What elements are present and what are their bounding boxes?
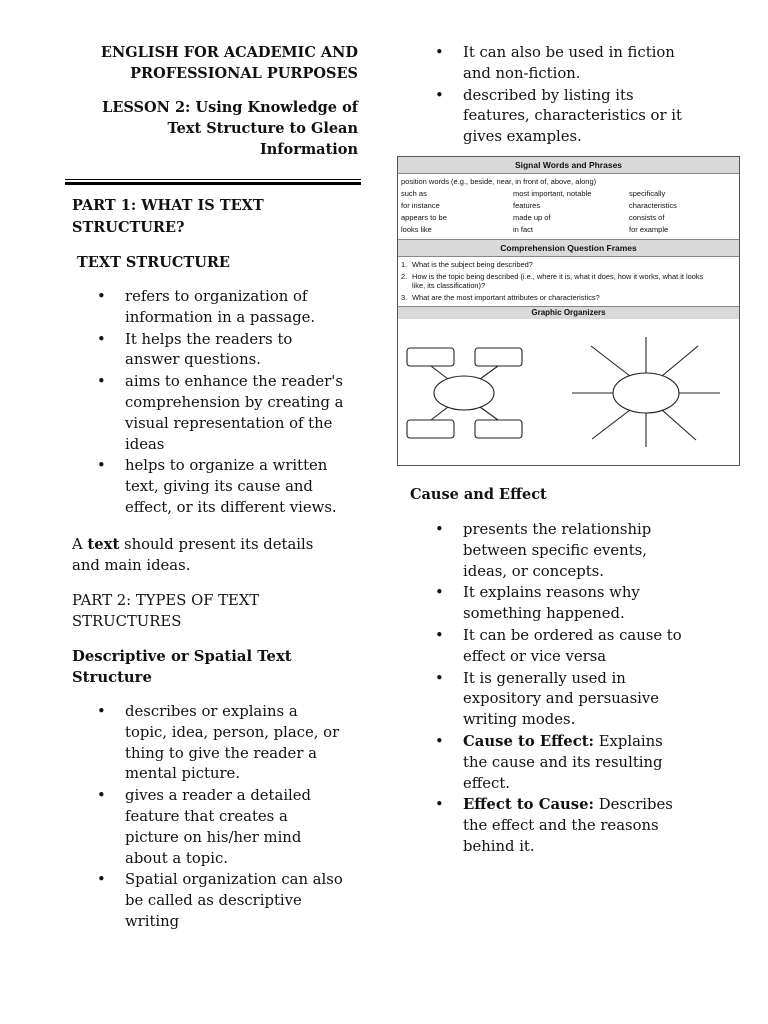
text-structure-heading: TEXT STRUCTURE — [77, 254, 230, 271]
right-top-line: and non-fiction. — [463, 64, 581, 82]
signal-words-row — [401, 200, 736, 212]
signal-word: for instance — [401, 201, 440, 210]
cause-effect-heading: Cause and Effect — [410, 486, 547, 503]
right-top-line: It can also be used in fiction — [463, 44, 675, 61]
bullet-icon: • — [435, 626, 444, 644]
graphic-organizers-diagram — [398, 319, 739, 471]
position-words: position words (e.g., beside, near, in front of, above, along) — [401, 177, 597, 186]
course-title-line2: PROFESSIONAL PURPOSES — [130, 65, 358, 82]
bullet-icon: • — [97, 703, 106, 720]
divider-thick — [65, 182, 361, 185]
question-line: What is the subject being described? — [412, 260, 533, 269]
question-number: 1. — [401, 260, 408, 269]
signal-words-row — [401, 224, 736, 236]
signal-word: specifically — [629, 189, 666, 198]
cause-effect-item — [411, 732, 716, 794]
text-structure-item — [73, 330, 363, 372]
lesson-title — [65, 97, 358, 160]
descriptive-line: Spatial organization can also — [125, 871, 343, 889]
cause-effect-line: writing modes. — [463, 711, 576, 729]
cause-effect-line: ideas, or concepts. — [463, 562, 604, 580]
descriptive-item — [73, 702, 363, 785]
cause-effect-line: between specific events, — [463, 541, 647, 559]
descriptive-line: feature that creates a — [125, 807, 288, 825]
course-title-line1: ENGLISH FOR ACADEMIC AND — [100, 44, 358, 61]
cause-effect-item — [411, 795, 716, 857]
signal-words-row — [401, 212, 736, 224]
cause-effect-item — [411, 583, 716, 625]
text-post-line1: should present its details — [119, 536, 314, 553]
text-structure-list — [73, 287, 363, 520]
bullet-icon: • — [435, 86, 444, 104]
bullet-icon: • — [97, 871, 106, 889]
text-structure-item — [73, 372, 363, 455]
cause-effect-line: expository and persuasive — [463, 690, 660, 708]
text-structure-line: text, giving its cause and — [125, 478, 313, 496]
descriptive-list — [73, 702, 363, 934]
text-structure-line: effect, or its different views. — [125, 498, 337, 516]
bullet-icon: • — [435, 796, 444, 814]
descriptive-line: writing — [125, 912, 180, 930]
descriptive-line: be called as descriptive — [125, 892, 302, 910]
question-frames-list — [398, 257, 739, 306]
descriptive-line: about a topic. — [125, 849, 228, 867]
cause-effect-bold-lead: Effect to Cause: — [463, 796, 595, 814]
organizer-box-bottom-right — [475, 420, 522, 438]
part2-heading-line2: STRUCTURES — [72, 613, 182, 630]
cause-effect-line: effect or vice versa — [463, 647, 607, 665]
descriptive-line: gives a reader a detailed — [125, 787, 312, 805]
cause-effect-line: Describes — [594, 796, 673, 814]
signal-word: made up of — [513, 213, 551, 222]
bullet-icon: • — [435, 669, 444, 687]
part1-heading-line1: PART 1: WHAT IS TEXT — [72, 197, 264, 214]
descriptive-item — [73, 786, 363, 869]
signal-words-box — [397, 156, 740, 466]
signal-word: for example — [629, 225, 669, 234]
right-top-line: described by listing its — [463, 86, 634, 104]
cause-effect-line: behind it. — [463, 837, 535, 855]
cause-effect-line: It explains reasons why — [463, 584, 640, 602]
text-structure-line: answer questions. — [125, 351, 261, 369]
cause-effect-list — [411, 520, 716, 859]
cause-effect-line: Explains — [594, 732, 663, 750]
signal-words-grid — [398, 174, 739, 238]
right-top-item — [411, 86, 711, 148]
signal-word: looks like — [401, 225, 432, 234]
signal-words-heading: Signal Words and Phrases — [398, 157, 739, 174]
signal-word: appears to be — [401, 213, 447, 222]
cause-effect-line: It can be ordered as cause to — [463, 626, 682, 644]
graphic-organizers-heading: Graphic Organizers — [398, 306, 739, 319]
bullet-icon: • — [97, 330, 106, 348]
cause-effect-line: the cause and its resulting — [463, 753, 663, 771]
text-structure-line: visual representation of the — [125, 414, 333, 432]
text-structure-line: comprehension by creating a — [125, 393, 344, 411]
question-frame — [401, 260, 736, 270]
descriptive-line: describes or explains a — [125, 703, 298, 720]
text-post-line2: and main ideas. — [72, 557, 191, 574]
descriptive-line: mental picture. — [125, 765, 241, 783]
organizer-center-oval-right — [613, 373, 679, 413]
text-pre: A — [72, 536, 88, 553]
organizer-center-oval-left — [434, 376, 494, 410]
organizer-box-bottom-left — [407, 420, 454, 438]
lesson-title-line2: Text Structure to Glean — [167, 120, 358, 137]
text-structure-line: refers to organization of — [125, 288, 308, 305]
bullet-icon: • — [97, 787, 106, 805]
question-frame — [401, 293, 736, 303]
cause-effect-line: the effect and the reasons — [463, 817, 659, 835]
lesson-title-line1: LESSON 2: Using Knowledge of — [102, 99, 358, 116]
signal-word: consists of — [629, 213, 665, 222]
right-top-list — [411, 43, 711, 149]
bullet-icon: • — [435, 521, 444, 538]
question-text — [412, 293, 600, 303]
descriptive-heading-line2: Structure — [72, 669, 152, 686]
bullet-icon: • — [97, 288, 106, 305]
organizer-box-top-left — [407, 348, 454, 366]
signal-word: such as — [401, 189, 427, 198]
question-line: What are the most important attributes or characteristics? — [412, 292, 600, 302]
question-line: like, its classification)? — [412, 281, 486, 290]
divider-thin — [65, 179, 361, 180]
right-top-line: features, characteristics or it — [463, 107, 682, 125]
part1-heading — [72, 195, 332, 239]
part2-heading-line1: PART 2: TYPES OF TEXT — [72, 592, 260, 609]
text-structure-item — [73, 456, 363, 518]
descriptive-line: topic, idea, person, place, or — [125, 723, 340, 741]
cause-effect-item — [411, 626, 716, 668]
course-title — [65, 42, 358, 84]
descriptive-heading-line1: Descriptive or Spatial Text — [72, 648, 292, 665]
bullet-icon: • — [435, 584, 444, 602]
question-number: 3. — [401, 292, 408, 302]
question-frame — [401, 272, 736, 291]
bullet-icon: • — [435, 732, 444, 750]
cause-effect-item — [411, 520, 716, 582]
question-text — [412, 260, 533, 270]
descriptive-line: picture on his/her mind — [125, 828, 302, 846]
signal-word: features — [513, 201, 541, 210]
descriptive-item — [73, 870, 363, 932]
cause-effect-line: It is generally used in — [463, 669, 626, 687]
descriptive-heading — [72, 646, 342, 688]
lesson-title-line3: Information — [259, 141, 358, 158]
bullet-icon: • — [435, 44, 444, 61]
text-paragraph — [72, 534, 362, 576]
organizer-box-top-right — [475, 348, 522, 366]
question-frames-heading: Comprehension Question Frames — [398, 239, 739, 257]
signal-word: most important, notable — [513, 189, 592, 198]
cause-effect-item — [411, 669, 716, 731]
text-structure-line: aims to enhance the reader's — [125, 373, 343, 391]
text-structure-line: It helps the readers to — [125, 330, 293, 348]
text-structure-line: ideas — [125, 435, 165, 453]
cause-effect-line: something happened. — [463, 605, 625, 623]
question-number: 2. — [401, 271, 408, 281]
graphic-organizers-area — [398, 319, 739, 471]
bullet-icon: • — [97, 457, 106, 475]
cause-effect-bold-lead: Cause to Effect: — [463, 732, 595, 750]
text-structure-line: information in a passage. — [125, 308, 316, 326]
bullet-icon: • — [97, 373, 106, 391]
cause-effect-line: effect. — [463, 774, 510, 792]
descriptive-line: thing to give the reader a — [125, 744, 317, 762]
right-top-item — [411, 43, 711, 85]
question-line: How is the topic being described (i.e., where it is, what it does, how it works, what it looks — [412, 271, 704, 281]
right-top-line: gives examples. — [463, 128, 582, 146]
text-bold-word: text — [87, 536, 120, 553]
text-structure-item — [73, 287, 363, 329]
signal-word: characteristics — [629, 201, 677, 210]
part1-heading-line2: STRUCTURE? — [72, 219, 185, 236]
signal-words-row — [401, 188, 736, 200]
cause-effect-line: presents the relationship — [463, 521, 652, 538]
question-text — [412, 272, 703, 291]
signal-word: in fact — [513, 225, 534, 234]
text-structure-line: helps to organize a written — [125, 457, 328, 475]
part2-heading — [72, 590, 332, 632]
